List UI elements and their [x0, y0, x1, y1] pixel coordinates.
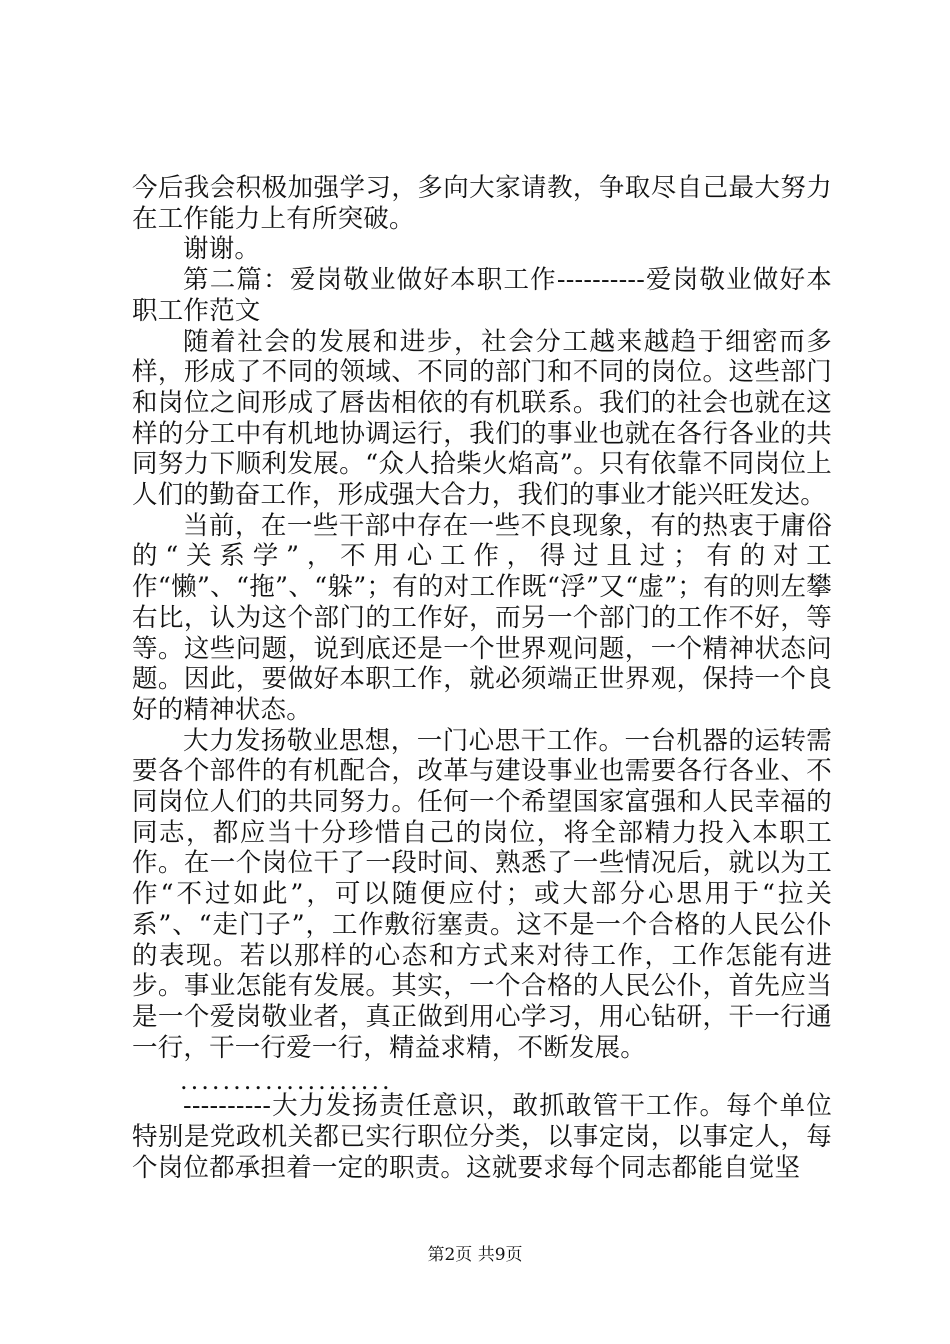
- paragraph-thanks: 谢谢。: [183, 234, 261, 265]
- paragraph-bad-phenomena: 当前，在一些干部中存在一些不良现象，有的热衷于庸俗的“关系学”，不用心工作，得过且过；有的对工作“懒”、“拖”、“躲”；有的对工作既“浮”又“虚”；有的则左攀右比，认为这个部门的工作好，而另一个部门的工作不好，等等。这些问题，说到底还是一个世界观问题，一个精神状态问题。因此，要做好本职工作，就必须端正世界观，保持一个良好的精神状态。: [132, 510, 832, 725]
- page-number-footer: 第2页 共9页: [427, 1245, 523, 1265]
- paragraph-closing-study: 今后我会积极加强学习，多向大家请教，争取尽自己最大努力在工作能力上有所突破。: [132, 173, 832, 234]
- paragraph-social-division: 随着社会的发展和进步，社会分工越来越趋于细密而多样，形成了不同的领域、不同的部门和不同的岗位。这些部门和岗位之间形成了唇齿相依的有机联系。我们的社会也就在这样的分工中有机地协调运行，我们的事业也就在各行各业的共同努力下顺利发展。“众人拾柴火焰高”。只有依靠不同岗位上人们的勤奋工作，形成强大合力，我们的事业才能兴旺发达。: [132, 326, 832, 511]
- section-title: 第二篇：爱岗敬业做好本职工作----------爱岗敬业做好本职工作范文: [132, 265, 832, 326]
- paragraph-responsibility: ----------大力发扬责任意识，敢抓敢管干工作。每个单位特别是党政机关都已实行职位分类，以事定岗，以事定人，每个岗位都承担着一定的职责。这就要求每个同志都能自觉坚: [132, 1091, 832, 1183]
- dotted-separator: ....................: [180, 1067, 393, 1096]
- document-body: [132, 173, 832, 1184]
- paragraph-dedication: 大力发扬敬业思想，一门心思干工作。一台机器的运转需要各个部件的有机配合，改革与建设事业也需要各行各业、不同岗位人们的共同努力。任何一个希望国家富强和人民幸福的同志，都应当十分珍惜自己的岗位，将全部精力投入本职工作。在一个岗位干了一段时间、熟悉了一些情况后，就以为工作“不过如此”，可以随便应付；或大部分心思用于“拉关系”、“走门子”，工作敷衍塞责。这不是一个合格的人民公仆的表现。若以那样的心态和方式来对待工作，工作怎能有进步。事业怎能有发展。其实，一个合格的人民公仆，首先应当是一个爱岗敬业者，真正做到用心学习，用心钻研，干一行通一行，干一行爱一行，精益求精，不断发展。: [132, 725, 832, 1063]
